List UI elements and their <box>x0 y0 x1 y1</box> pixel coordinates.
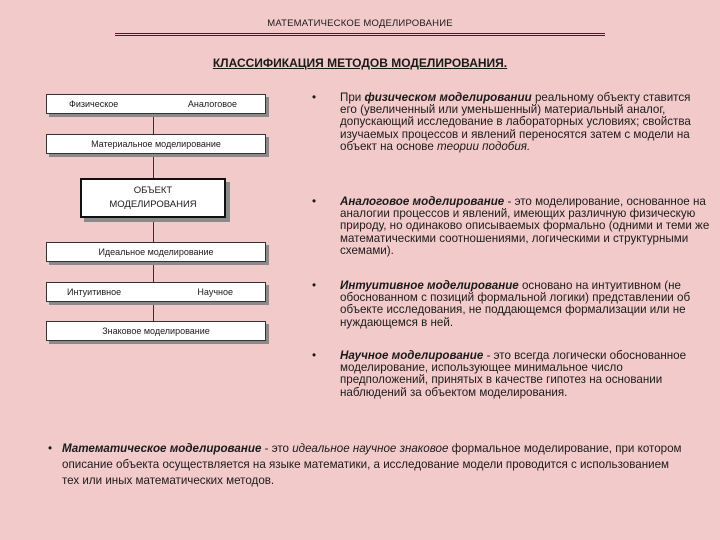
physical-definition: При физическом моделировании реальному объекту ставится его (увеличенный или уменьшенный) материальный аналог, допускающий исследование в лабораторных условиях; свойства изучаемых процессов и явлений переносятся затем с модели на объект на основе теории подобия. <box>340 91 691 153</box>
slide-title: КЛАССИФИКАЦИЯ МЕТОДОВ МОДЕЛИРОВАНИЯ. <box>212 56 508 70</box>
analog-label: Аналоговое <box>187 99 237 109</box>
symbolic-modeling-box <box>46 321 266 341</box>
list-item <box>312 350 710 399</box>
material-label: Материальное моделирование <box>91 139 221 149</box>
connector-line <box>153 260 154 282</box>
ideal-label: Идеальное моделирование <box>98 247 214 257</box>
bullet-marker: • <box>312 349 317 362</box>
connector-line <box>153 300 154 321</box>
math-modeling-text: Математическое моделирование - это идеальное научное знаковое формальное моделирование, при котором описание объекта осуществляется на языке математики, а исследование модели проводится с использованием тех или иных математических методов. <box>62 442 682 487</box>
bullet-marker: • <box>48 442 53 455</box>
symbolic-label: Знаковое моделирование <box>102 326 210 336</box>
ideal-modeling-box <box>46 242 266 262</box>
intuitive-definition: Интуитивное моделирование основано на интуитивном (не обоснованном с позиций формальной логики) представлении об объекте исследования, не поддающемся формализации или не нуждающемся в ней. <box>340 279 691 329</box>
scientific-definition: Научное моделирование - это всегда логически обоснованное моделирование, использующее минимальное число предположений, принятых в качестве гипотез на основании наблюдений за объектом моделирования. <box>340 349 687 399</box>
object-line1: ОБЪЕКТ <box>133 185 173 196</box>
list-item <box>312 92 710 192</box>
intuitive-label: Интуитивное <box>67 287 122 297</box>
modeling-object-box <box>80 178 226 218</box>
definitions-list <box>312 92 710 403</box>
header-rule <box>115 33 605 36</box>
analog-definition: Аналоговое моделирование - это моделирование, основанное на аналогии процессов и явлений, имеющих различную физическую природу, но одинаково описываемых формально (одними и теми же математическими соотношениями, логическими и структурными схемами). <box>340 195 710 257</box>
math-modeling-definition <box>48 441 688 489</box>
object-line2: МОДЕЛИРОВАНИЯ <box>109 199 197 210</box>
physical-label: Физическое <box>69 99 119 109</box>
scientific-label: Научное <box>197 287 233 297</box>
list-item <box>312 196 710 276</box>
connector-line <box>153 113 154 135</box>
list-item <box>312 280 710 346</box>
intuitive-scientific-box <box>46 282 266 302</box>
bullet-marker: • <box>312 91 317 104</box>
bullet-marker: • <box>312 195 317 208</box>
connector-line <box>153 218 154 243</box>
material-modeling-box <box>46 134 266 154</box>
slide-header: МАТЕМАТИЧЕСКОЕ МОДЕЛИРОВАНИЕ <box>267 18 453 29</box>
bullet-marker: • <box>312 279 317 292</box>
physical-analog-box <box>46 94 266 114</box>
connector-line <box>153 153 154 178</box>
